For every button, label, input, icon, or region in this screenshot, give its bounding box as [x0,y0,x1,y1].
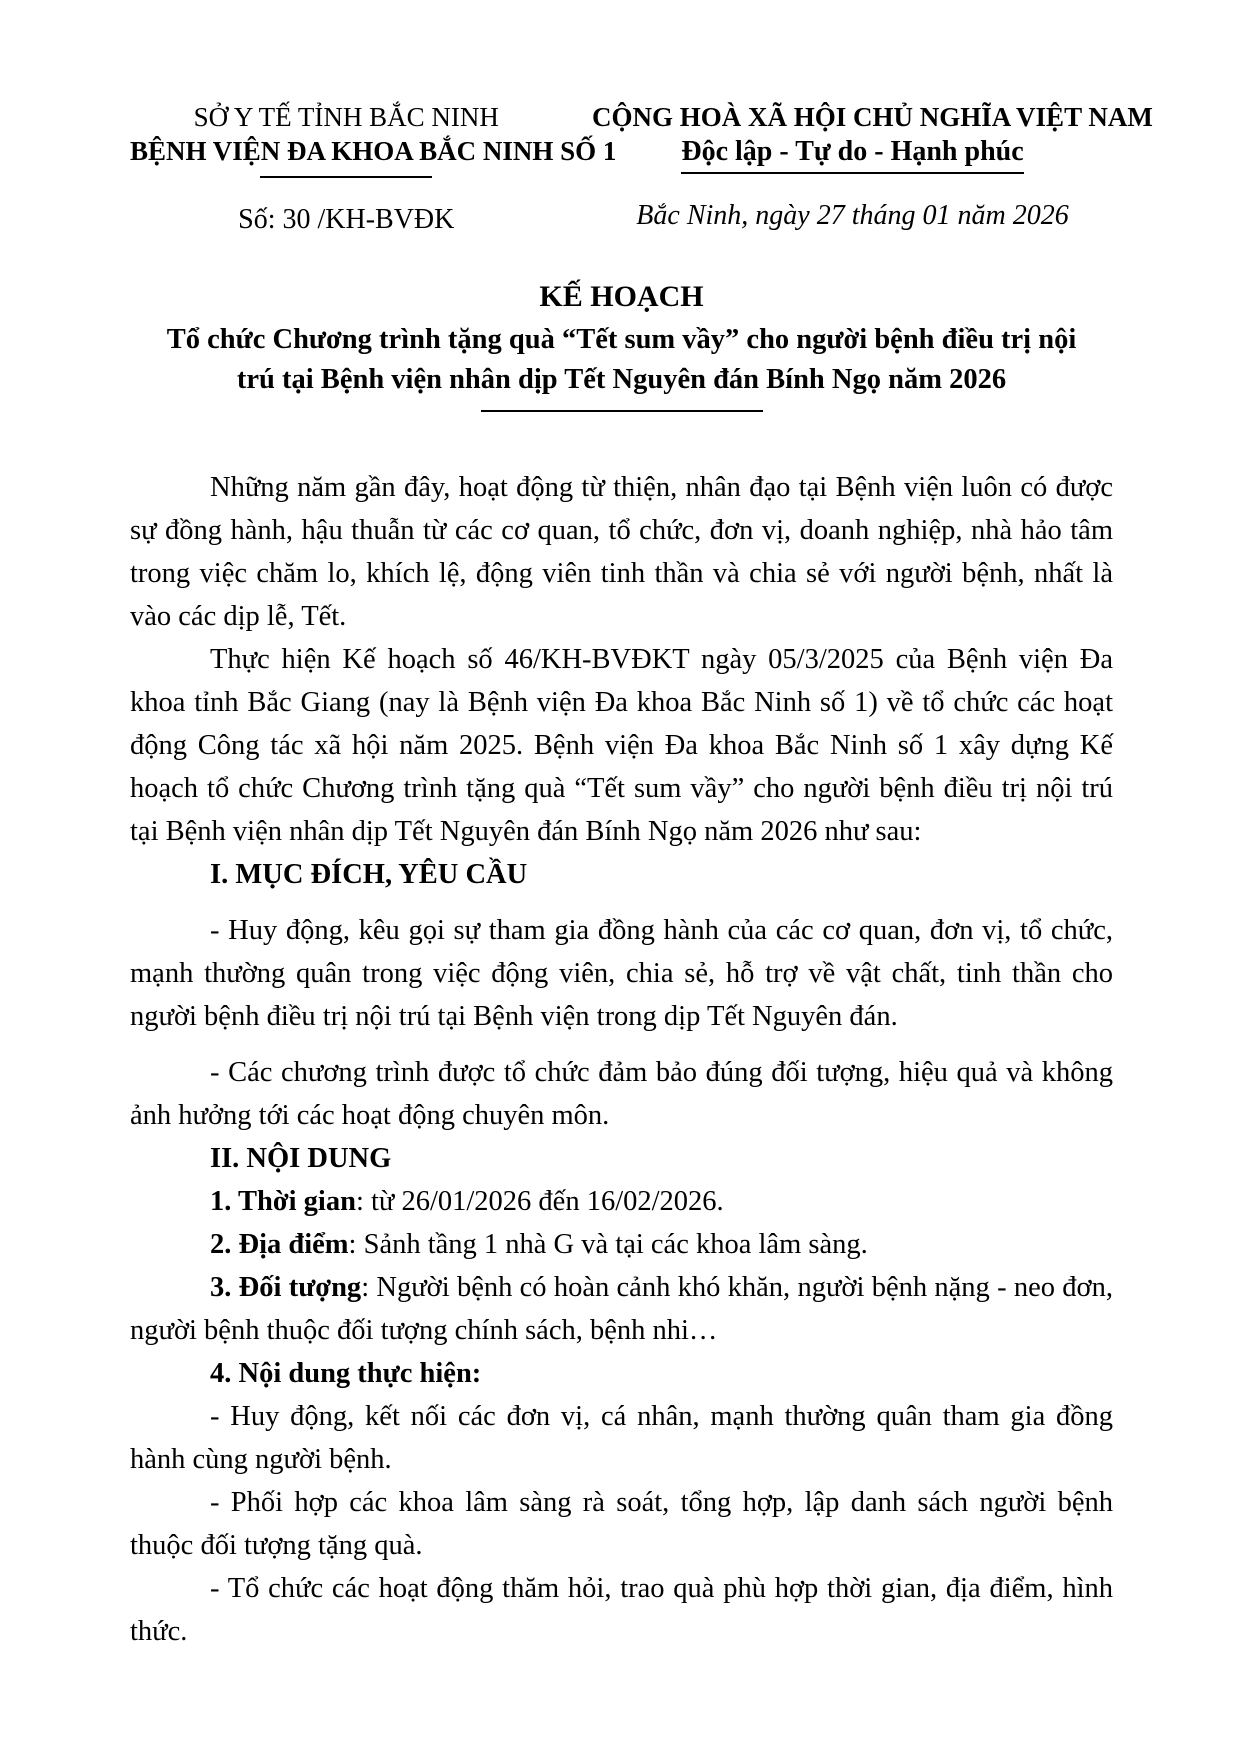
section-2-item-1 [130,1180,1113,1223]
intro-paragraph-1: Những năm gần đây, hoạt động từ thiện, nhân đạo tại Bệnh viện luôn có được sự đồng hành, hậu thuẫn từ các cơ quan, tổ chức, đơn vị, doanh nghiệp, nhà hảo tâm trong việc chăm lo, khích lệ, động viên tinh thần và chia sẻ với người bệnh, nhất là vào các dịp lễ, Tết. [130,472,1113,632]
document-header [130,100,1153,236]
national-title: CỘNG HOÀ XÃ HỘI CHỦ NGHĨA VIỆT NAM [592,102,1153,132]
org-parent-name: SỞ Y TẾ TỈNH BẮC NINH [193,102,499,132]
intro-paragraph-2: Thực hiện Kế hoạch số 46/KH-BVĐKT ngày 05/3/2025 của Bệnh viện Đa khoa tỉnh Bắc Giang (nay là Bệnh viện Đa khoa Bắc Ninh số 1) về tổ chức các hoạt động Công tác xã hội năm 2025. Bệnh viện Đa khoa Bắc Ninh số 1 xây dựng Kế hoạch tổ chức Chương trình tặng quà “Tết sum vầy” cho người bệnh điều trị nội trú tại Bệnh viện nhân dịp Tết Nguyên đán Bính Ngọ năm 2026 như sau: [130,644,1113,847]
issuing-org-block [130,100,617,236]
section-1-bullet-2: - Các chương trình được tổ chức đảm bảo đúng đối tượng, hiệu quả và không ảnh hưởng tới các hoạt động chuyên môn. [130,1057,1113,1131]
document-number: Số: 30 /KH-BVĐK [238,204,455,235]
section-2-item-3 [130,1266,1113,1352]
section-2-bullet-3: - Tổ chức các hoạt động thăm hỏi, trao quà phù hợp thời gian, địa điểm, hình thức. [130,1573,1113,1647]
item-3-label: 3. Đối tượng [210,1272,362,1303]
item-1-label: 1. Thời gian [210,1186,356,1217]
section-2-bullet-2: - Phối hợp các khoa lâm sàng rà soát, tổng hợp, lập danh sách người bệnh thuộc đối tượng tặng quà. [130,1487,1113,1561]
item-2-text: : Sảnh tầng 1 nhà G và tại các khoa lâm sàng. [348,1229,868,1260]
org-underline [260,176,432,178]
section-2-bullet-1: - Huy động, kết nối các đơn vị, cá nhân, mạnh thường quân tham gia đồng hành cùng người bệnh. [130,1401,1113,1475]
item-2-label: 2. Địa điểm [210,1229,349,1260]
title-block [130,278,1113,412]
place-date-line: Bắc Ninh, ngày 27 tháng 01 năm 2026 [636,200,1069,231]
section-2-item-2 [130,1223,1113,1266]
section-2-heading: II. NỘI DUNG [210,1143,392,1174]
national-header-block [592,100,1153,232]
section-2-item-4-heading: 4. Nội dung thực hiện: [210,1358,482,1389]
item-3-text: : Người bệnh có hoàn cảnh khó khăn, người bệnh nặng - neo đơn, người bệnh thuộc đối tượng chính sách, bệnh nhi… [130,1272,1113,1346]
org-name: BỆNH VIỆN ĐA KHOA BẮC NINH SỐ 1 [130,136,617,166]
national-motto: Độc lập - Tự do - Hạnh phúc [681,134,1023,174]
section-1-bullet-1: - Huy động, kêu gọi sự tham gia đồng hành của các cơ quan, đơn vị, tổ chức, mạnh thường quân trong việc động viên, chia sẻ, hỗ trợ về vật chất, tinh thần cho người bệnh điều trị nội trú tại Bệnh viện trong dịp Tết Nguyên đán. [130,915,1113,1032]
document-body [130,466,1113,1653]
title-underline [481,410,763,412]
item-1-text: : từ 26/01/2026 đến 16/02/2026. [355,1186,724,1217]
document-title: KẾ HOẠCH [539,280,704,313]
document-subtitle: Tổ chức Chương trình tặng quà “Tết sum vầy” cho người bệnh điều trị nội trú tại Bệnh viện nhân dịp Tết Nguyên đán Bính Ngọ năm 2026 [166,324,1077,395]
section-1-heading: I. MỤC ĐÍCH, YÊU CẦU [210,859,528,890]
